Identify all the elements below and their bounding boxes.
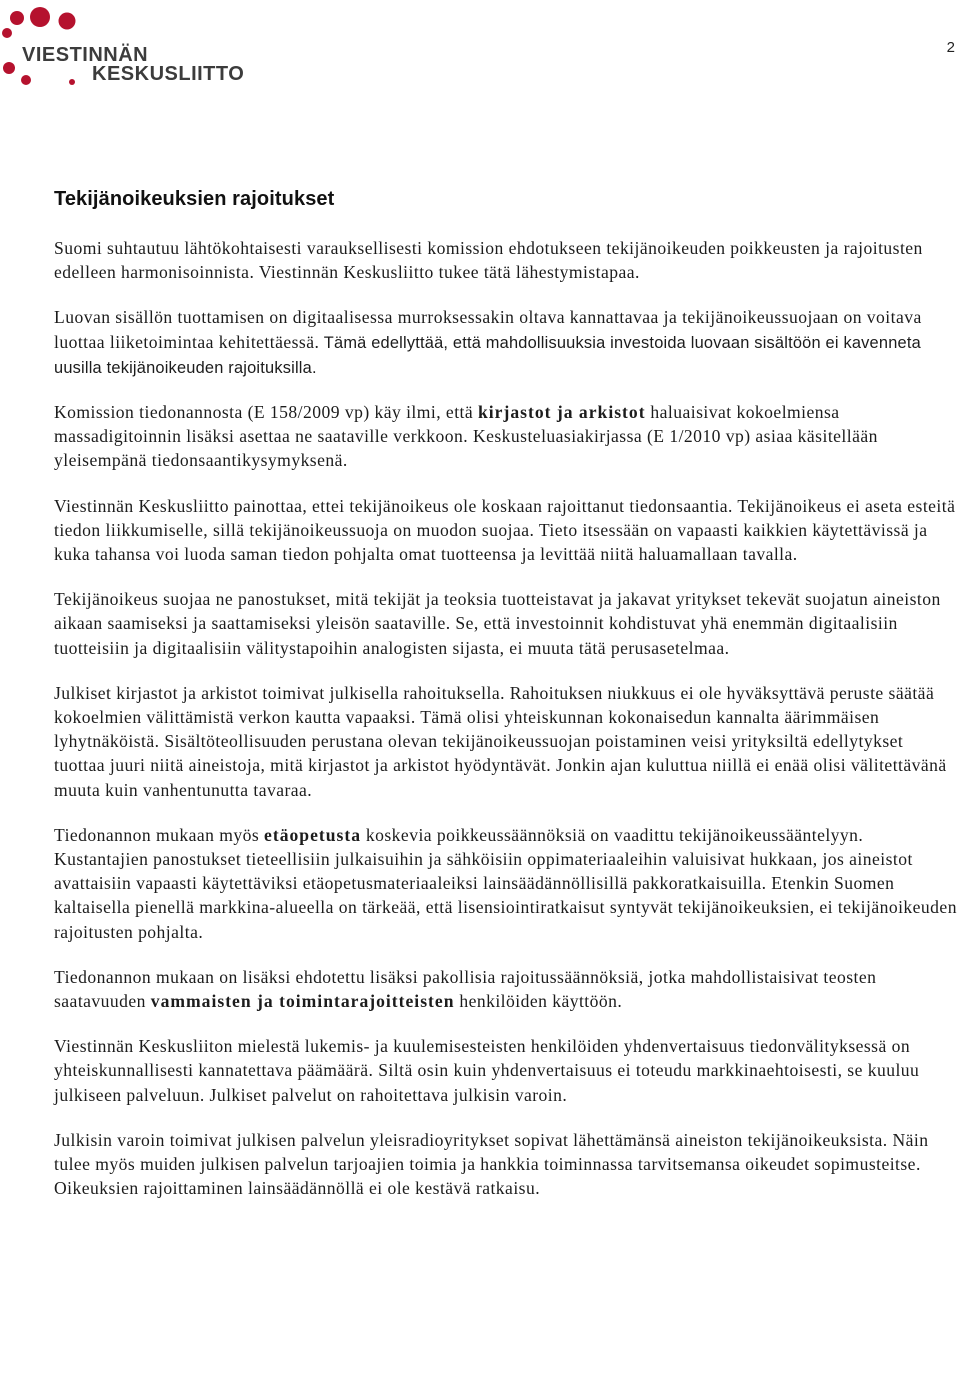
paragraph-3-part-b: haluaisivat kokoelmiensa massadigitoinnin lisäksi asettaa ne saataville verkkoon. Keskusteluasiakirjassa (E 1/2010 vp) asiaa käsitellään yleisempänä tiedonsaantikysymyksenä. bbox=[54, 402, 878, 471]
paragraph-2 bbox=[54, 305, 958, 380]
paragraph-7-part-b: koskevia poikkeussäännöksiä on vaadittu tekijänoikeussääntelyyn. Kustantajien panostukset tieteellisiin julkaisuihin ja sähköisiin oppimateriaaleihin valuisivat hukkaan, jos aineistot avattaisiin vapaasti käytettäviksi etäopetusmateriaaleiksi lainsäädännöllisillä pakkoratkaisuilla. Etenkin Suomen kaltaisella pienellä markkina-alueella on tärkeää, että lisensiointiratkaisut syntyvät tekijänoikeuksien, ei tekijänoikeuden rajoitusten pohjalta. bbox=[54, 824, 957, 942]
paragraph-3-part-a: Komission tiedonannosta (E 158/2009 vp) käy ilmi, että bbox=[54, 402, 478, 423]
paragraph-1: Suomi suhtautuu lähtökohtaisesti varauksellisesti komission ehdotukseen tekijänoikeuden poikkeusten ja rajoitusten edelleen harmonisoinnista. Viestinnän Keskusliitto tukee tätä lähestymistapaa. bbox=[54, 238, 923, 283]
logo-dot-medium-left bbox=[10, 11, 24, 25]
logo-dot-lower bbox=[3, 62, 15, 74]
logo-dot-medium-right bbox=[59, 13, 76, 30]
logo-dot-small-left bbox=[2, 28, 12, 38]
viestinnan-keskusliitto-logo bbox=[0, 0, 270, 96]
paragraph-2-part-a: Luovan sisällön tuottamisen on digitaalisessa murroksessakin oltava kannattavaa ja tekijänoikeussuojaan on voitava luottaa liiketoimintaa kehitettäessä. bbox=[54, 307, 922, 352]
section-heading: Tekijänoikeuksien rajoitukset bbox=[54, 188, 335, 210]
paragraph-7-bold: etäopetusta bbox=[264, 824, 362, 845]
paragraph-7 bbox=[54, 823, 958, 944]
paragraph-7-part-a: Tiedonannon mukaan myös bbox=[54, 824, 265, 845]
logo-dot-bottom bbox=[21, 75, 31, 85]
paragraph-8-part-a: Tiedonannon mukaan on lisäksi ehdotettu lisäksi pakollisia rajoitussäännöksiä, jotka mahdollistaisivat teosten saatavuuden bbox=[54, 966, 877, 1012]
paragraph-5: Tekijänoikeus suojaa ne panostukset, mitä tekijät ja teoksia tuotteistavat ja jakavat yritykset tekevät suojatun aineiston aikaan saamiseksi ja saattamiseksi yleisön saataville. Se, että investoinnit kohdistuvat yhä enemmän digitaalisiin tuotteisiin ja digitaalisiin välitystapoihin analogisten sijasta, ei muuta tätä perusasetelmaa. bbox=[54, 589, 941, 658]
paragraph-9: Viestinnän Keskusliiton mielestä lukemis- ja kuulemisesteisten henkilöiden yhdenvertaisuus tiedonvälityksessä on yhteiskunnallisesti kannatettava päämäärä. Siltä osin kuin yhdenvertaisuus ei toteudu markkinaehtoisesti, se kuuluu julkiseen palveluun. Julkiset palvelut on rahoitettava julkisin varoin. bbox=[54, 1036, 920, 1105]
paragraph-8-bold: vammaisten ja toimintarajoitteisten bbox=[150, 991, 455, 1012]
logo-dot-tiny bbox=[69, 79, 75, 85]
logo-text-line2: KESKUSLIITTO bbox=[92, 63, 245, 85]
logo-dot-large bbox=[30, 7, 50, 27]
paragraph-2-part-b: Tämä edellyttää, että mahdollisuuksia investoida luovaan sisältöön ei kavenneta uusilla tekijänoikeuden rajoituksilla. bbox=[54, 333, 921, 377]
document-body bbox=[54, 236, 958, 1222]
page-number: 2 bbox=[946, 39, 955, 56]
paragraph-8 bbox=[54, 965, 958, 1013]
paragraph-3-bold: kirjastot ja arkistot bbox=[477, 402, 646, 423]
paragraph-3 bbox=[54, 400, 958, 473]
paragraph-6: Julkiset kirjastot ja arkistot toimivat julkisella rahoituksella. Rahoituksen niukkuus ei ole hyväksyttävä peruste säätää kokoelmien välittämistä verkon kautta vapaaksi. Tämä olisi yhteiskunnan kokonaisedun kannalta äärimmäisen lyhytnäköistä. Sisältöteollisuuden perustana olevan tekijänoikeussuojan poistaminen veisi yrityksiltä edellytykset tuottaa juuri niitä aineistoja, mitä kirjastot ja arkistot hyödyntävät. Jonkin ajan kuluttua niillä ei enää olisi välitettävänä muuta kuin vanhentunutta tavaraa. bbox=[54, 682, 947, 800]
paragraph-8-part-b: henkilöiden käyttöön. bbox=[454, 991, 623, 1012]
logo-text-line1: VIESTINNÄN bbox=[22, 44, 149, 66]
paragraph-10: Julkisin varoin toimivat julkisen palvelun yleisradioyritykset sopivat lähettämänsä aineiston tekijänoikeuksista. Näin tulee myös muiden julkisen palvelun tarjoajien toimia ja hankkia toiminnassa tarvitsemansa oikeudet sopimusteitse. Oikeuksien rajoittaminen lainsäädännöllä ei ole kestävä ratkaisu. bbox=[54, 1129, 929, 1199]
paragraph-4: Viestinnän Keskusliitto painottaa, ettei tekijänoikeus ole koskaan rajoittanut tiedonsaantia. Tekijänoikeus ei aseta esteitä tiedon liikkumiselle, sillä tekijänoikeussuoja on muodon suojaa. Tieto itsessään on vapaasti kaikkien käytettävissä ja kuka tahansa voi luoda saman tiedon pohjalta omat tuotteensa ja levittää niitä haluamallaan tavalla. bbox=[54, 495, 956, 565]
